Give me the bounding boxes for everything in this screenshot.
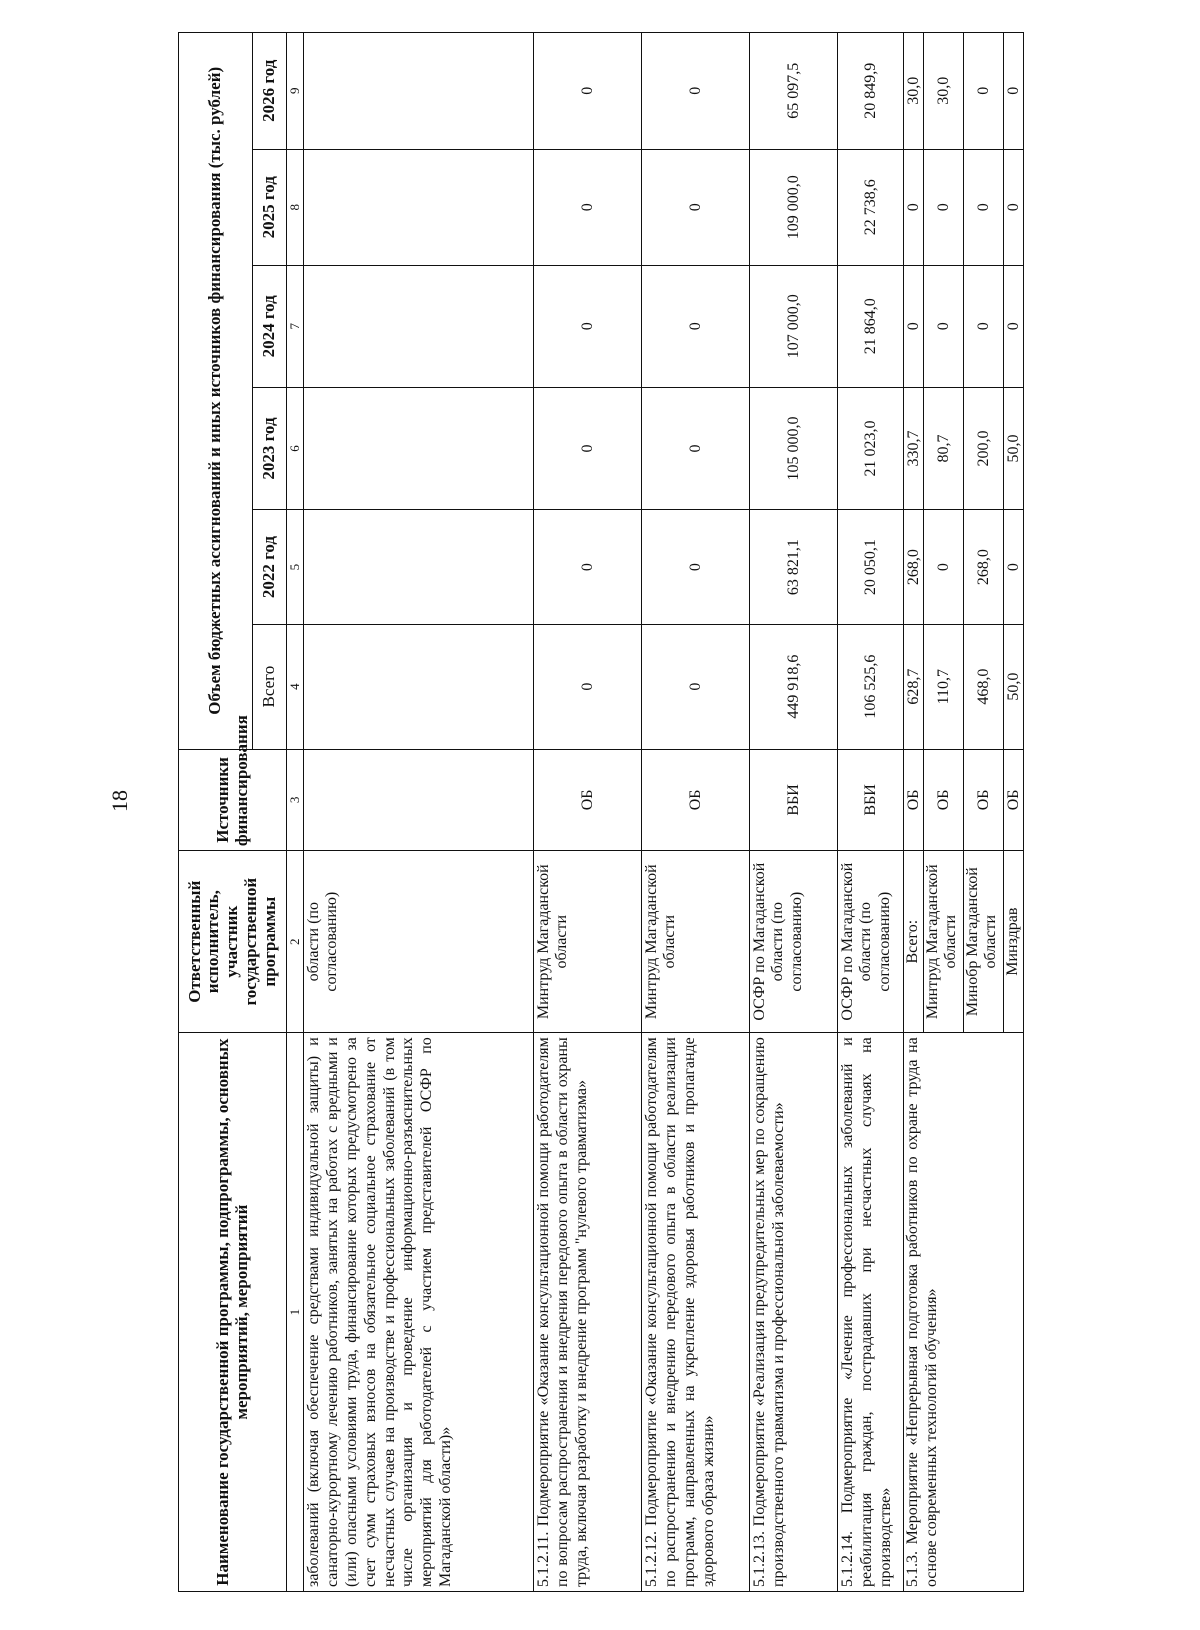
row-responsible: ОСФР по Магаданской области (по согласованию) <box>750 851 838 1033</box>
row-2022: 0 <box>534 510 642 624</box>
index-cell: 8 <box>287 149 304 265</box>
index-cell: 1 <box>287 1033 304 1592</box>
row-responsible: Минтруд Магаданской области <box>534 851 642 1033</box>
row-2024: 0 <box>642 265 750 387</box>
row-2026 <box>304 33 534 150</box>
row-2022: 63 821,1 <box>750 510 838 624</box>
row-2024: 0 <box>534 265 642 387</box>
header-2025: 2025 год <box>253 149 287 265</box>
row-2024: 0 <box>904 265 924 387</box>
row-2023: 80,7 <box>924 387 964 510</box>
row-name: 5.1.3. Мероприятие «Непрерывная подготовка работников по охране труда на основе современных технологий обучения» <box>904 1033 1024 1592</box>
header-total: Всего <box>253 624 287 749</box>
row-2026: 30,0 <box>924 33 964 150</box>
row-responsible: Минздрав <box>1004 851 1024 1033</box>
index-cell: 9 <box>287 33 304 150</box>
row-source: ОБ <box>534 749 642 851</box>
row-2025: 22 738,6 <box>838 149 904 265</box>
row-2023: 200,0 <box>964 387 1004 510</box>
row-2023: 50,0 <box>1004 387 1024 510</box>
row-2024: 0 <box>1004 265 1024 387</box>
table-row <box>534 33 642 1592</box>
row-name: 5.1.2.14. Подмероприятие «Лечение профессиональных заболеваний и реабилитация граждан, пострадавших при несчастных случаях на производстве» <box>838 1033 904 1592</box>
header-name: Наименование государственной программы, подпрограммы, основных мероприятий, мероприятий <box>179 1033 287 1592</box>
row-2023 <box>304 387 534 510</box>
row-2026: 30,0 <box>904 33 924 150</box>
row-total: 106 525,6 <box>838 624 904 749</box>
row-2025 <box>304 149 534 265</box>
row-2023: 21 023,0 <box>838 387 904 510</box>
row-2026: 0 <box>964 33 1004 150</box>
row-source: ОБ <box>924 749 964 851</box>
header-2024: 2024 год <box>253 265 287 387</box>
row-name: заболеваний (включая обеспечение средствами индивидуальной защиты) и санаторно-курортному лечению работников, занятых на работах с вредными и (или) опасными условиями труда, финансирование которых предусмотрено за счет сумм страховых взносов на обязательное социальное страхование от несчастных случаев на производстве и профессиональных заболеваний (в том числе организация и проведение информационно-разъяснительных мероприятий для работодателей с участием представителей ОСФР по Магаданской области)» <box>304 1033 534 1592</box>
row-source: ОБ <box>642 749 750 851</box>
row-source: ВБИ <box>838 749 904 851</box>
table-row <box>838 33 904 1592</box>
row-name: 5.1.2.11. Подмероприятие «Оказание консультационной помощи работодателям по вопросам распространения и внедрения передового опыта в области охраны труда, включая разработку и внедрение программ "нулевого травматизма» <box>534 1033 642 1592</box>
row-name: 5.1.2.13. Подмероприятие «Реализация предупредительных мер по сокращению производственного травматизма и профессиональной заболеваемости» <box>750 1033 838 1592</box>
row-2024: 107 000,0 <box>750 265 838 387</box>
table-row <box>304 33 534 1592</box>
row-2024: 0 <box>964 265 1004 387</box>
header-source: Источники финансирования <box>179 749 287 851</box>
row-responsible: области (по согласованию) <box>304 851 534 1033</box>
header-volume: Объем бюджетных ассигнований и иных источников финансирования (тыс. рублей) <box>179 33 253 750</box>
row-source: ОБ <box>1004 749 1024 851</box>
row-2024: 0 <box>924 265 964 387</box>
row-total: 468,0 <box>964 624 1004 749</box>
row-2026: 20 849,9 <box>838 33 904 150</box>
row-2026: 0 <box>642 33 750 150</box>
row-responsible: Всего: <box>904 851 924 1033</box>
row-2022 <box>304 510 534 624</box>
row-2023: 0 <box>534 387 642 510</box>
table-row <box>642 33 750 1592</box>
row-total: 0 <box>534 624 642 749</box>
row-2023: 330,7 <box>904 387 924 510</box>
header-2022: 2022 год <box>253 510 287 624</box>
header-responsible: Ответственный исполнитель, участник государственной программы <box>179 851 287 1033</box>
row-2022: 268,0 <box>904 510 924 624</box>
row-total: 628,7 <box>904 624 924 749</box>
row-responsible: Минтруд Магаданской области <box>924 851 964 1033</box>
row-source: ВБИ <box>750 749 838 851</box>
row-2025: 0 <box>1004 149 1024 265</box>
index-row <box>287 33 304 1592</box>
row-responsible: ОСФР по Магаданской области (по согласованию) <box>838 851 904 1033</box>
row-name: 5.1.2.12. Подмероприятие «Оказание консультационной помощи работодателям по распространению и внедрению передового опыта в области реализации программ, направленных на укрепление здоровья работников и пропаганде здорового образа жизни» <box>642 1033 750 1592</box>
row-2025: 0 <box>924 149 964 265</box>
header-2026: 2026 год <box>253 33 287 150</box>
row-2024: 21 864,0 <box>838 265 904 387</box>
index-cell: 6 <box>287 387 304 510</box>
row-2026: 0 <box>534 33 642 150</box>
index-cell: 4 <box>287 624 304 749</box>
row-2022: 0 <box>1004 510 1024 624</box>
header-2023: 2023 год <box>253 387 287 510</box>
row-2022: 20 050,1 <box>838 510 904 624</box>
row-2023: 0 <box>642 387 750 510</box>
row-2026: 65 097,5 <box>750 33 838 150</box>
row-responsible: Минобр Магаданской области <box>964 851 1004 1033</box>
row-2023: 105 000,0 <box>750 387 838 510</box>
row-2022: 0 <box>642 510 750 624</box>
row-source: ОБ <box>904 749 924 851</box>
row-2022: 268,0 <box>964 510 1004 624</box>
row-total <box>304 624 534 749</box>
row-2022: 0 <box>924 510 964 624</box>
row-source: ОБ <box>964 749 1004 851</box>
index-cell: 7 <box>287 265 304 387</box>
row-2025: 0 <box>534 149 642 265</box>
table-row <box>750 33 838 1592</box>
index-cell: 2 <box>287 851 304 1033</box>
rotated-page-content <box>178 32 1022 1592</box>
row-2025: 0 <box>904 149 924 265</box>
row-2024 <box>304 265 534 387</box>
row-2025: 0 <box>964 149 1004 265</box>
index-cell: 3 <box>287 749 304 851</box>
row-2025: 109 000,0 <box>750 149 838 265</box>
row-total: 110,7 <box>924 624 964 749</box>
table-row <box>904 33 924 1592</box>
row-total: 449 918,6 <box>750 624 838 749</box>
row-2025: 0 <box>642 149 750 265</box>
page-number: 18 <box>107 790 132 812</box>
row-total: 50,0 <box>1004 624 1024 749</box>
row-total: 0 <box>642 624 750 749</box>
budget-table <box>178 32 1024 1592</box>
row-2026: 0 <box>1004 33 1024 150</box>
index-cell: 5 <box>287 510 304 624</box>
row-responsible: Минтруд Магаданской области <box>642 851 750 1033</box>
row-source <box>304 749 534 851</box>
